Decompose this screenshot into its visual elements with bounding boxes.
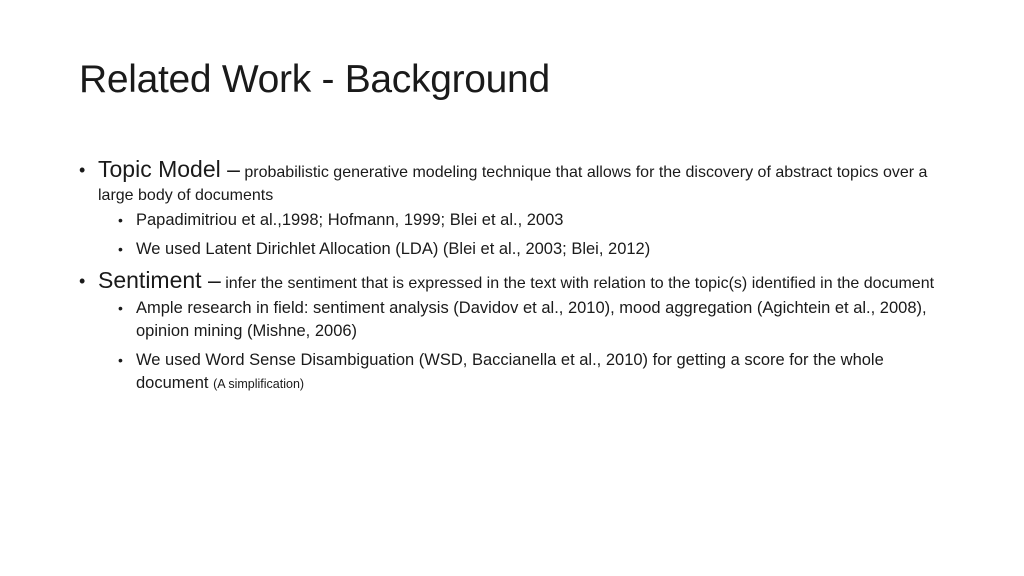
- sub-bullet-text: Papadimitriou et al.,1998; Hofmann, 1999; Blei et al., 2003: [136, 211, 564, 229]
- sub-bullet-dot-icon: •: [118, 212, 123, 228]
- sub-bullet-dot-icon: •: [118, 241, 123, 257]
- bullet-term: Sentiment –: [98, 267, 221, 293]
- sub-bullet: [118, 238, 959, 261]
- sub-bullet: [118, 349, 959, 396]
- bullet-topic-model: [79, 156, 959, 261]
- slide-title: Related Work - Background: [79, 58, 550, 101]
- bullet-text: [98, 156, 959, 207]
- bullet-description: probabilistic generative modeling technique that allows for the discovery of abstract topics over a large body of documents: [98, 164, 928, 204]
- sub-bullet-dot-icon: •: [118, 352, 123, 368]
- bullet-description: infer the sentiment that is expressed in the text with relation to the topic(s) identified in the document: [225, 275, 935, 292]
- sub-bullet-text: We used Latent Dirichlet Allocation (LDA) (Blei et al., 2003; Blei, 2012): [136, 240, 651, 258]
- sub-bullet-note: (A simplification): [213, 377, 305, 391]
- bullet-dot-icon: •: [79, 160, 86, 180]
- bullet-sentiment: [79, 267, 959, 396]
- sub-bullet-dot-icon: •: [118, 300, 123, 316]
- sub-bullet-text: We used Word Sense Disambiguation (WSD, Baccianella et al., 2010) for getting a score for the whole document: [136, 351, 884, 392]
- bullet-text: [98, 267, 959, 295]
- sub-bullet-list: [98, 297, 959, 396]
- sub-bullet-list: [98, 209, 959, 261]
- bullet-list: [79, 156, 959, 396]
- sub-bullet: [118, 297, 959, 343]
- sub-bullet: [118, 209, 959, 232]
- bullet-term: Topic Model –: [98, 156, 240, 182]
- bullet-dot-icon: •: [79, 271, 86, 291]
- slide-content: [79, 156, 959, 402]
- sub-bullet-text: Ample research in field: sentiment analysis (Davidov et al., 2010), mood aggregation (Agichtein et al., 2008), opinion mining (Mishne, 2006): [136, 299, 927, 340]
